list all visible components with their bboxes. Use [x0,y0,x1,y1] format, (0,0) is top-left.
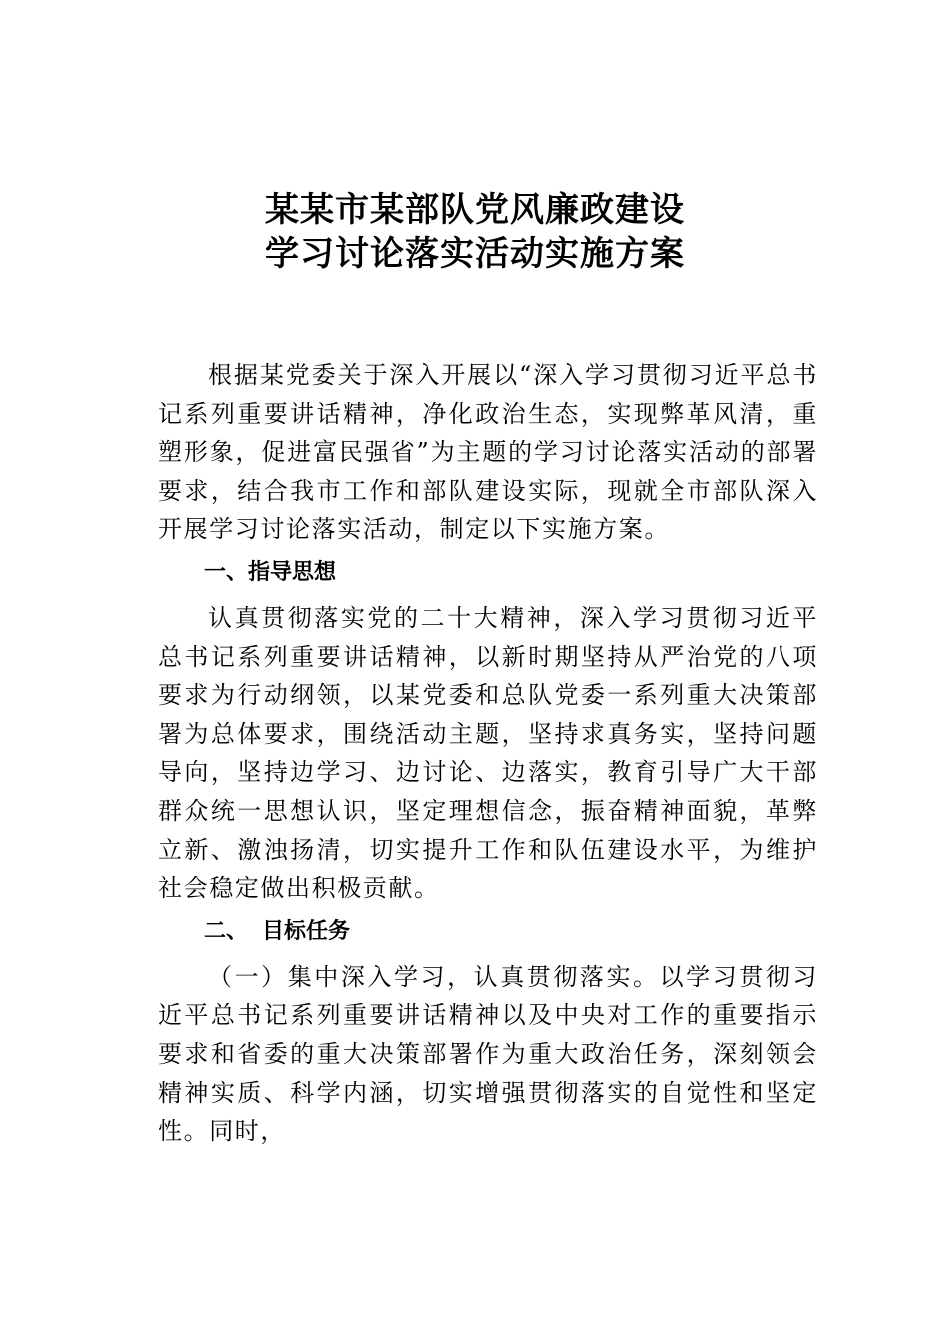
guiding-ideology-paragraph: 认真贯彻落实党的二十大精神，深入学习贯彻习近平总书记系列重要讲话精神，以新时期坚持从严治党的八项要求为行动纲领，以某党委和总队党委一系列重大决策部署为总体要求，围绕活动主题，坚持求真务实，坚持问题导向，坚持边学习、边讨论、边落实，教育引导广大干部群众统一思想认识，坚定理想信念，振奋精神面貌，革弊立新、激浊扬清，切实提升工作和队伍建设水平，为维护社会稳定做出积极贡献。 [158,603,818,903]
section-heading-guiding-ideology: 一、指导思想 [204,559,337,585]
document-body [158,356,818,1151]
document-title [0,188,950,276]
section-heading-text: 目标任务 [262,918,351,944]
intro-paragraph: 根据某党委关于深入开展以“深入学习贯彻习近平总书记系列重要讲话精神，净化政治生态，实现弊革风清，重塑形象，促进富民强省”为主题的学习讨论落实活动的部署要求，结合我市工作和部队建设实际，现就全市部队深入开展学习讨论落实活动，制定以下实施方案。 [158,361,818,544]
title-line-1: 某某市某部队党风廉政建设 [265,190,685,230]
goals-tasks-paragraph: （一）集中深入学习，认真贯彻落实。以学习贯彻习近平总书记系列重要讲话精神以及中央对工作的重要指示要求和省委的重大决策部署作为重大政治任务，深刻领会精神实质、科学内涵，切实增强贯彻落实的自觉性和坚定性。同时， [158,962,818,1146]
title-line-2: 学习讨论落实活动实施方案 [265,234,685,274]
section-heading-goals-tasks [158,910,818,954]
section-heading-number: 二、 [204,918,249,944]
